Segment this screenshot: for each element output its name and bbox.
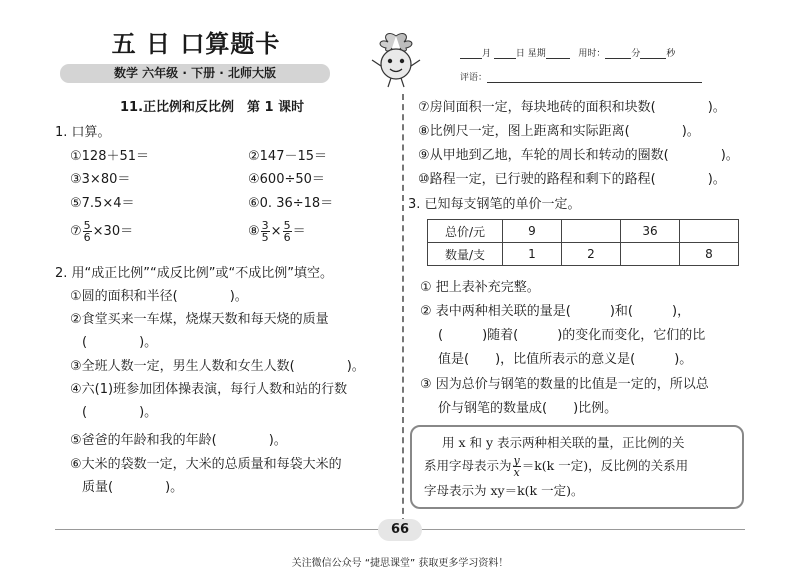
table-cell: 数量/支	[428, 243, 503, 266]
page-number: 66	[378, 519, 422, 541]
comment-field	[460, 70, 702, 83]
q3-label: 3. 已知每支钢笔的单价一定。	[408, 197, 581, 212]
q2-label: 2. 用“成正比例”“成反比例”或“不成比例”填空。	[55, 266, 333, 281]
q1-label: 1. 口算。	[55, 125, 111, 140]
table-row	[428, 243, 739, 266]
minute-label: 分	[631, 49, 641, 59]
q2-right-item: ⑦房间面积一定，每块地砖的面积和块数( )。	[418, 100, 726, 115]
q1-item: ④600÷50＝	[248, 172, 325, 187]
subtitle-bar: 数学 六年级 · 下册 · 北师大版	[60, 64, 330, 83]
second-blank[interactable]	[640, 48, 666, 59]
q2-item: ④六(1)班参加团体操表演，每行人数和站的行数	[70, 382, 348, 397]
q1-item: ②147－15＝	[248, 149, 328, 164]
q2-item: ( )。	[82, 405, 158, 420]
table-cell: 8	[680, 243, 739, 266]
table-cell: 2	[562, 243, 621, 266]
q2-right-item: ⑧比例尺一定，图上距离和实际距离( )。	[418, 124, 700, 139]
q2-item: ( )。	[82, 335, 158, 350]
weekday-label: 星期	[527, 49, 546, 59]
page-title: 五 日 口算题卡	[111, 30, 281, 58]
table-row	[428, 220, 739, 243]
weekday-blank[interactable]	[546, 48, 570, 59]
month-label: 月	[482, 49, 492, 59]
q1-item: ①128＋51＝	[70, 149, 150, 164]
price-table	[427, 219, 739, 266]
comment-blank[interactable]	[487, 72, 702, 83]
q3-line: ② 表中两种相关联的量是( )和( )，	[420, 304, 691, 319]
q3-line: ① 把上表补充完整。	[420, 280, 540, 295]
radish-mascot-icon	[358, 30, 434, 90]
note-line: 用 x 和 y 表示两种相关联的量，正比例的关	[442, 435, 685, 450]
month-blank[interactable]	[460, 48, 482, 59]
time-label: 用时：	[578, 49, 606, 59]
note-line: 字母表示为 xy＝k(k 一定)。	[424, 483, 584, 498]
q1-item: ③3×80＝	[70, 172, 131, 187]
minute-blank[interactable]	[605, 48, 631, 59]
day-blank[interactable]	[494, 48, 516, 59]
q1-item: ⑤7.5×4＝	[70, 196, 135, 211]
q2-right-item: ⑩路程一定，已行驶的路程和剩下的路程( )。	[418, 172, 726, 187]
column-divider	[402, 94, 404, 524]
q2-right-item: ⑨从甲地到乙地，车轮的周长和转动的圈数( )。	[418, 148, 739, 163]
table-cell: 1	[503, 243, 562, 266]
q3-line: ③ 因为总价与钢笔的数量的比值是一定的，所以总	[420, 377, 709, 392]
q2-item: ①圆的面积和半径( )。	[70, 289, 248, 304]
table-cell[interactable]	[562, 220, 621, 243]
table-cell[interactable]	[621, 243, 680, 266]
q1-item: ⑥0. 36÷18＝	[248, 196, 334, 211]
table-cell: 36	[621, 220, 680, 243]
table-cell: 9	[503, 220, 562, 243]
q1-item-8: ⑧ $\frac{3}{5}$ × $\frac{5}{6}$ ＝	[248, 219, 306, 244]
table-cell[interactable]	[680, 220, 739, 243]
footer-note: 关注微信公众号 “捷思课堂” 获取更多学习资料！	[291, 558, 509, 569]
q2-item: ⑥大米的袋数一定，大米的总质量和每袋大米的	[70, 457, 342, 472]
formula-note-box	[410, 425, 744, 509]
q3-line: 价与钢笔的数量成( )比例。	[438, 401, 618, 416]
q3-line: 值是( )，比值所表示的意义是( )。	[438, 352, 693, 367]
day-label: 日	[515, 49, 525, 59]
table-cell: 总价/元	[428, 220, 503, 243]
second-label: 秒	[666, 49, 676, 59]
q2-item: ③全班人数一定，男生人数和女生人数( )。	[70, 359, 365, 374]
q2-item: 质量( )。	[82, 480, 184, 495]
section-title: 11.正比例和反比例 第 1 课时	[120, 100, 305, 115]
comment-label: 评语：	[460, 73, 488, 83]
q1-item-7: ⑦ $\frac{5}{6}$ ×30＝	[70, 219, 134, 244]
date-fields	[460, 46, 675, 59]
q3-line: ( )随着( )的变化而变化，它们的比	[438, 328, 706, 343]
q2-item: ⑤爸爸的年龄和我的年龄( )。	[70, 433, 287, 448]
q2-item: ②食堂买来一车煤，烧煤天数和每天烧的质量	[70, 312, 329, 327]
note-line: 系用字母表示为 $\frac{y}{x}$ ＝k(k 一定)，反比例的关系用	[424, 454, 689, 479]
